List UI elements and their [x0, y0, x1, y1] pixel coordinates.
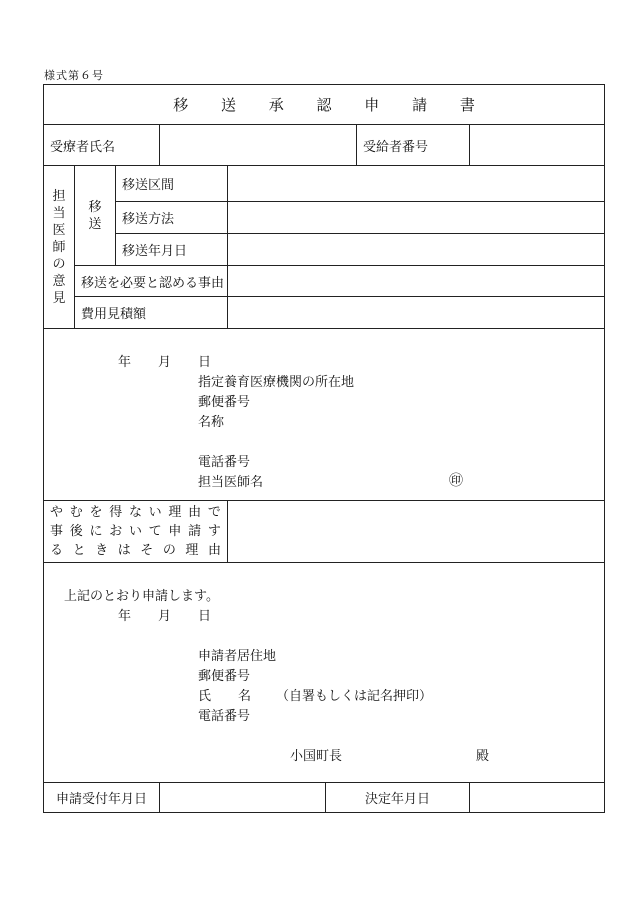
form-number: 様式第６号	[44, 69, 104, 82]
unavoidable-reason-label	[44, 501, 228, 563]
benefit-number-label: 受給者番号	[357, 125, 470, 166]
application-date-year: 年	[118, 609, 132, 624]
institution-name-label: 名称	[198, 415, 225, 430]
applicant-postal-label: 郵便番号	[198, 669, 251, 684]
cost-estimate-field[interactable]	[228, 297, 605, 329]
form-title: 移 送 承 認 申 請 書	[44, 85, 605, 125]
application-date-month: 月	[158, 609, 172, 624]
application-form	[43, 84, 605, 813]
decision-date-label: 決定年月日	[326, 783, 470, 813]
institution-phone-label: 電話番号	[198, 455, 251, 470]
seal-icon: ㊞	[449, 473, 463, 489]
institution-postal-label: 郵便番号	[198, 395, 251, 410]
transfer-date-field[interactable]	[228, 234, 605, 266]
patient-name-label: 受療者氏名	[44, 125, 160, 166]
received-date-label: 申請受付年月日	[44, 783, 160, 813]
application-block	[44, 563, 605, 783]
doctor-opinion-label: 担 当 医 師 の 意 見	[44, 166, 75, 329]
transfer-label: 移 送	[75, 166, 116, 266]
addressee: 小国町長	[290, 749, 343, 764]
reason-line-1: や む を 得 な い 理 由 で	[50, 505, 221, 520]
applicant-address-label: 申請者居住地	[198, 649, 277, 664]
doctor-name-label: 担当医師名	[198, 475, 264, 490]
transfer-method-label: 移送方法	[116, 202, 228, 234]
transfer-reason-field[interactable]	[228, 266, 605, 297]
signature-note: （自署もしくは記名押印）	[276, 689, 433, 704]
institution-date-day: 日	[198, 355, 212, 370]
institution-date-year: 年	[118, 355, 132, 370]
transfer-date-label: 移送年月日	[116, 234, 228, 266]
received-date-field[interactable]	[160, 783, 326, 813]
honorific: 殿	[476, 749, 490, 764]
applicant-name-char-2: 名	[238, 689, 252, 704]
cost-estimate-label: 費用見積額	[75, 297, 228, 329]
decision-date-field[interactable]	[470, 783, 605, 813]
application-date-day: 日	[198, 609, 212, 624]
unavoidable-reason-field[interactable]	[228, 501, 605, 563]
applicant-name-char-1: 氏	[198, 689, 212, 704]
transfer-reason-label: 移送を必要と認める事由	[75, 266, 228, 297]
transfer-section-label: 移送区間	[116, 166, 228, 202]
institution-address-label: 指定養育医療機関の所在地	[198, 375, 355, 390]
transfer-section-field[interactable]	[228, 166, 605, 202]
institution-date-month: 月	[158, 355, 172, 370]
benefit-number-field[interactable]	[470, 125, 605, 166]
reason-line-2: 事 後 に お い て 申 請 す	[50, 524, 221, 539]
transfer-method-field[interactable]	[228, 202, 605, 234]
institution-block	[44, 329, 605, 501]
application-statement: 上記のとおり申請します。	[64, 589, 219, 604]
patient-name-field[interactable]	[160, 125, 357, 166]
applicant-phone-label: 電話番号	[198, 709, 251, 724]
reason-line-3: る と き は そ の 理 由	[50, 543, 221, 558]
